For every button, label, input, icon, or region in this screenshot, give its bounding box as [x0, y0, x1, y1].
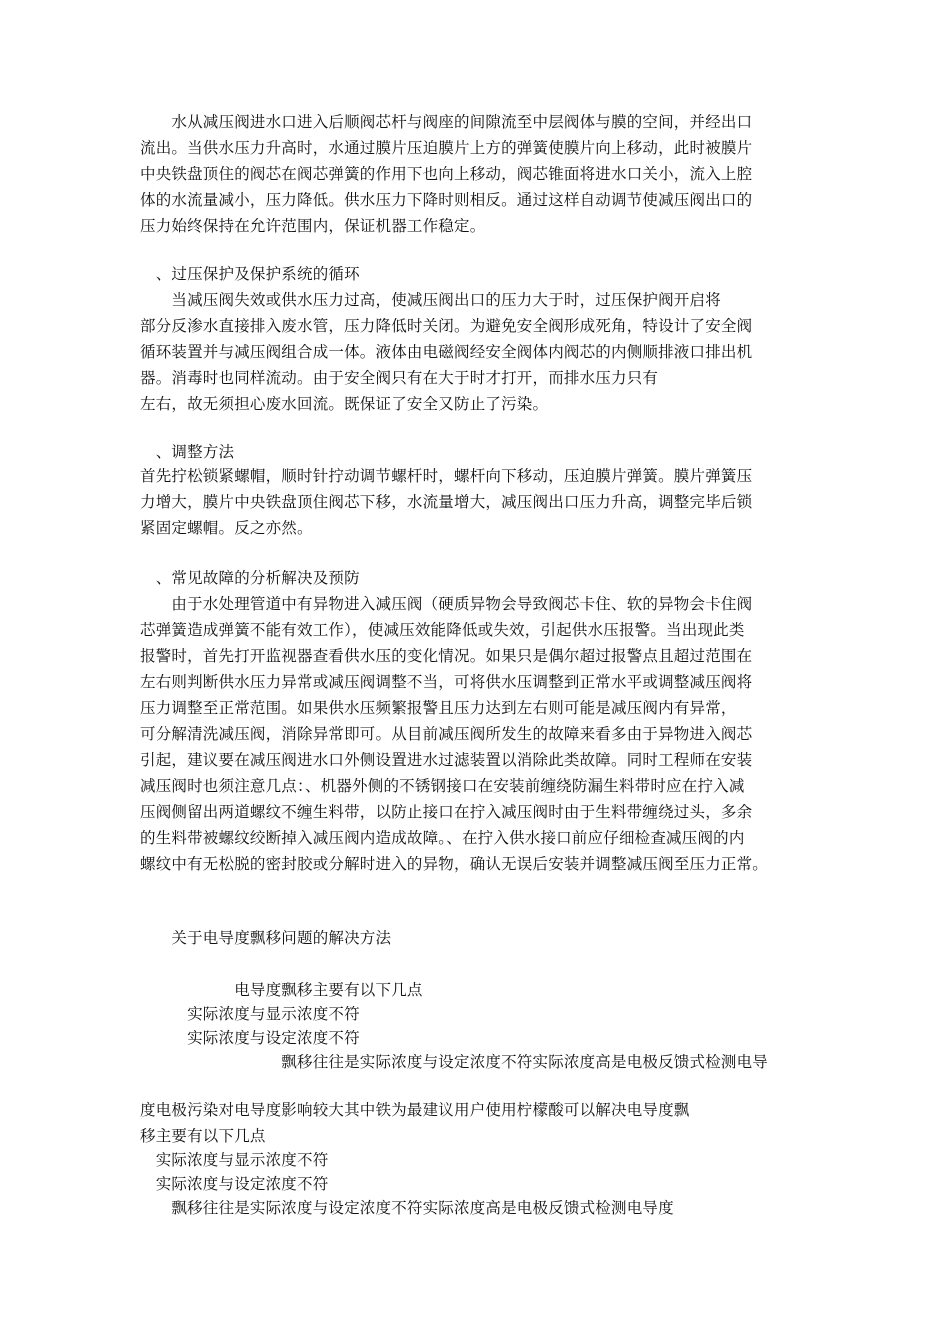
paragraph-1-line-3: 中央铁盘顶住的阀芯在阀芯弹簧的作用下也向上移动，阀芯锥面将进水口关小，流入上腔 [140, 165, 753, 183]
conductivity-repeat-text: 飘移往往是实际浓度与设定浓度不符实际浓度高是电极反馈式检测电导度 [140, 1199, 674, 1217]
paragraph-4-line-8: 减压阀时也须注意几点：、机器外侧的不锈钢接口在安装前缠绕防漏生料带时应在拧入减 [140, 777, 745, 795]
paragraph-4-line-5: 压力调整至正常范围。如果供水压频繁报警且压力达到左右则可能是减压阀内有异常， [140, 699, 737, 717]
paragraph-2-line-2: 部分反渗水直接排入废水管，压力降低时关闭。为避免安全阀形成死角，特设计了安全阀 [140, 317, 753, 335]
paragraph-4-line-1: 由于水处理管道中有异物进入减压阀（硬质异物会导致阀芯卡住、软的异物会卡住阀 [140, 595, 753, 613]
conductivity-repeat-item-1: 实际浓度与显示浓度不符 [140, 1151, 329, 1169]
paragraph-1-line-2: 流出。当供水压力升高时，水通过膜片压迫膜片上方的弹簧使膜片向上移动，此时被膜片 [140, 139, 753, 157]
conductivity-text-line-2: 度电极污染对电导度影响较大其中铁为最建议用户使用柠檬酸可以解决电导度飘 [140, 1101, 690, 1119]
conductivity-item-2: 实际浓度与设定浓度不符 [140, 1029, 360, 1047]
paragraph-4-line-10: 的生料带被螺纹绞断掉入减压阀内造成故障。、在拧入供水接口前应仔细检查减压阀的内 [140, 829, 745, 847]
paragraph-1-line-1: 水从减压阀进水口进入后顺阀芯杆与阀座的间隙流至中层阀体与膜的空间，并经出口 [140, 113, 753, 131]
conductivity-title: 关于电导度飘移问题的解决方法 [140, 929, 392, 947]
paragraph-3-line-3: 紧固定螺帽。反之亦然。 [140, 519, 313, 537]
section-heading-overpressure: 、过压保护及保护系统的循环 [140, 265, 360, 283]
paragraph-1-line-5: 压力始终保持在允许范围内，保证机器工作稳定。 [140, 217, 486, 235]
paragraph-4-line-6: 可分解清洗减压阀，消除异常即可。从目前减压阀所发生的故障来看多由于异物进入阀芯 [140, 725, 753, 743]
paragraph-4-line-9: 压阀侧留出两道螺纹不缠生料带，以防止接口在拧入减压阀时由于生料带缠绕过头，多余 [140, 803, 753, 821]
conductivity-item-1: 实际浓度与显示浓度不符 [140, 1005, 360, 1023]
conductivity-text-line-3: 移主要有以下几点 [140, 1127, 266, 1145]
paragraph-3-line-1: 首先拧松锁紧螺帽，顺时针拧动调节螺杆时，螺杆向下移动，压迫膜片弹簧。膜片弹簧压 [140, 467, 753, 485]
paragraph-4-line-7: 引起，建议要在减压阀进水口外侧设置进水过滤装置以消除此类故障。同时工程师在安装 [140, 751, 753, 769]
section-heading-adjustment: 、调整方法 [140, 443, 235, 461]
conductivity-repeat-item-2: 实际浓度与设定浓度不符 [140, 1175, 329, 1193]
paragraph-3-line-2: 力增大，膜片中央铁盘顶住阀芯下移，水流量增大，减压阀出口压力升高，调整完毕后锁 [140, 493, 753, 511]
paragraph-2-line-1: 当减压阀失效或供水压力过高，使减压阀出口的压力大于时，过压保护阀开启将 [140, 291, 721, 309]
conductivity-text-line-1: 飘移往往是实际浓度与设定浓度不符实际浓度高是电极反馈式检测电导 [140, 1053, 769, 1071]
paragraph-2-line-5: 左右，故无须担心废水回流。既保证了安全又防止了污染。 [140, 395, 549, 413]
paragraph-2-line-4: 器。消毒时也同样流动。由于安全阀只有在大于时才打开，而排水压力只有 [140, 369, 659, 387]
paragraph-4-line-2: 芯弹簧造成弹簧不能有效工作），使减压效能降低或失效，引起供水压报警。当出现此类 [140, 621, 745, 639]
conductivity-list-heading: 电导度飘移主要有以下几点 [140, 981, 423, 999]
paragraph-4-line-11: 螺纹中有无松脱的密封胶或分解时进入的异物，确认无误后安装并调整减压阀至压力正常。 [140, 855, 769, 873]
paragraph-4-line-4: 左右则判断供水压力异常或减压阀调整不当，可将供水压调整到正常水平或调整减压阀将 [140, 673, 753, 691]
paragraph-2-line-3: 循环装置并与减压阀组合成一体。液体由电磁阀经安全阀体内阀芯的内侧顺排液口排出机 [140, 343, 753, 361]
paragraph-1-line-4: 体的水流量减小，压力降低。供水压力下降时则相反。通过这样自动调节使减压阀出口的 [140, 191, 753, 209]
paragraph-4-line-3: 报警时，首先打开监视器查看供水压的变化情况。如果只是偶尔超过报警点且超过范围在 [140, 647, 753, 665]
section-heading-faults: 、常见故障的分析解决及预防 [140, 569, 360, 587]
